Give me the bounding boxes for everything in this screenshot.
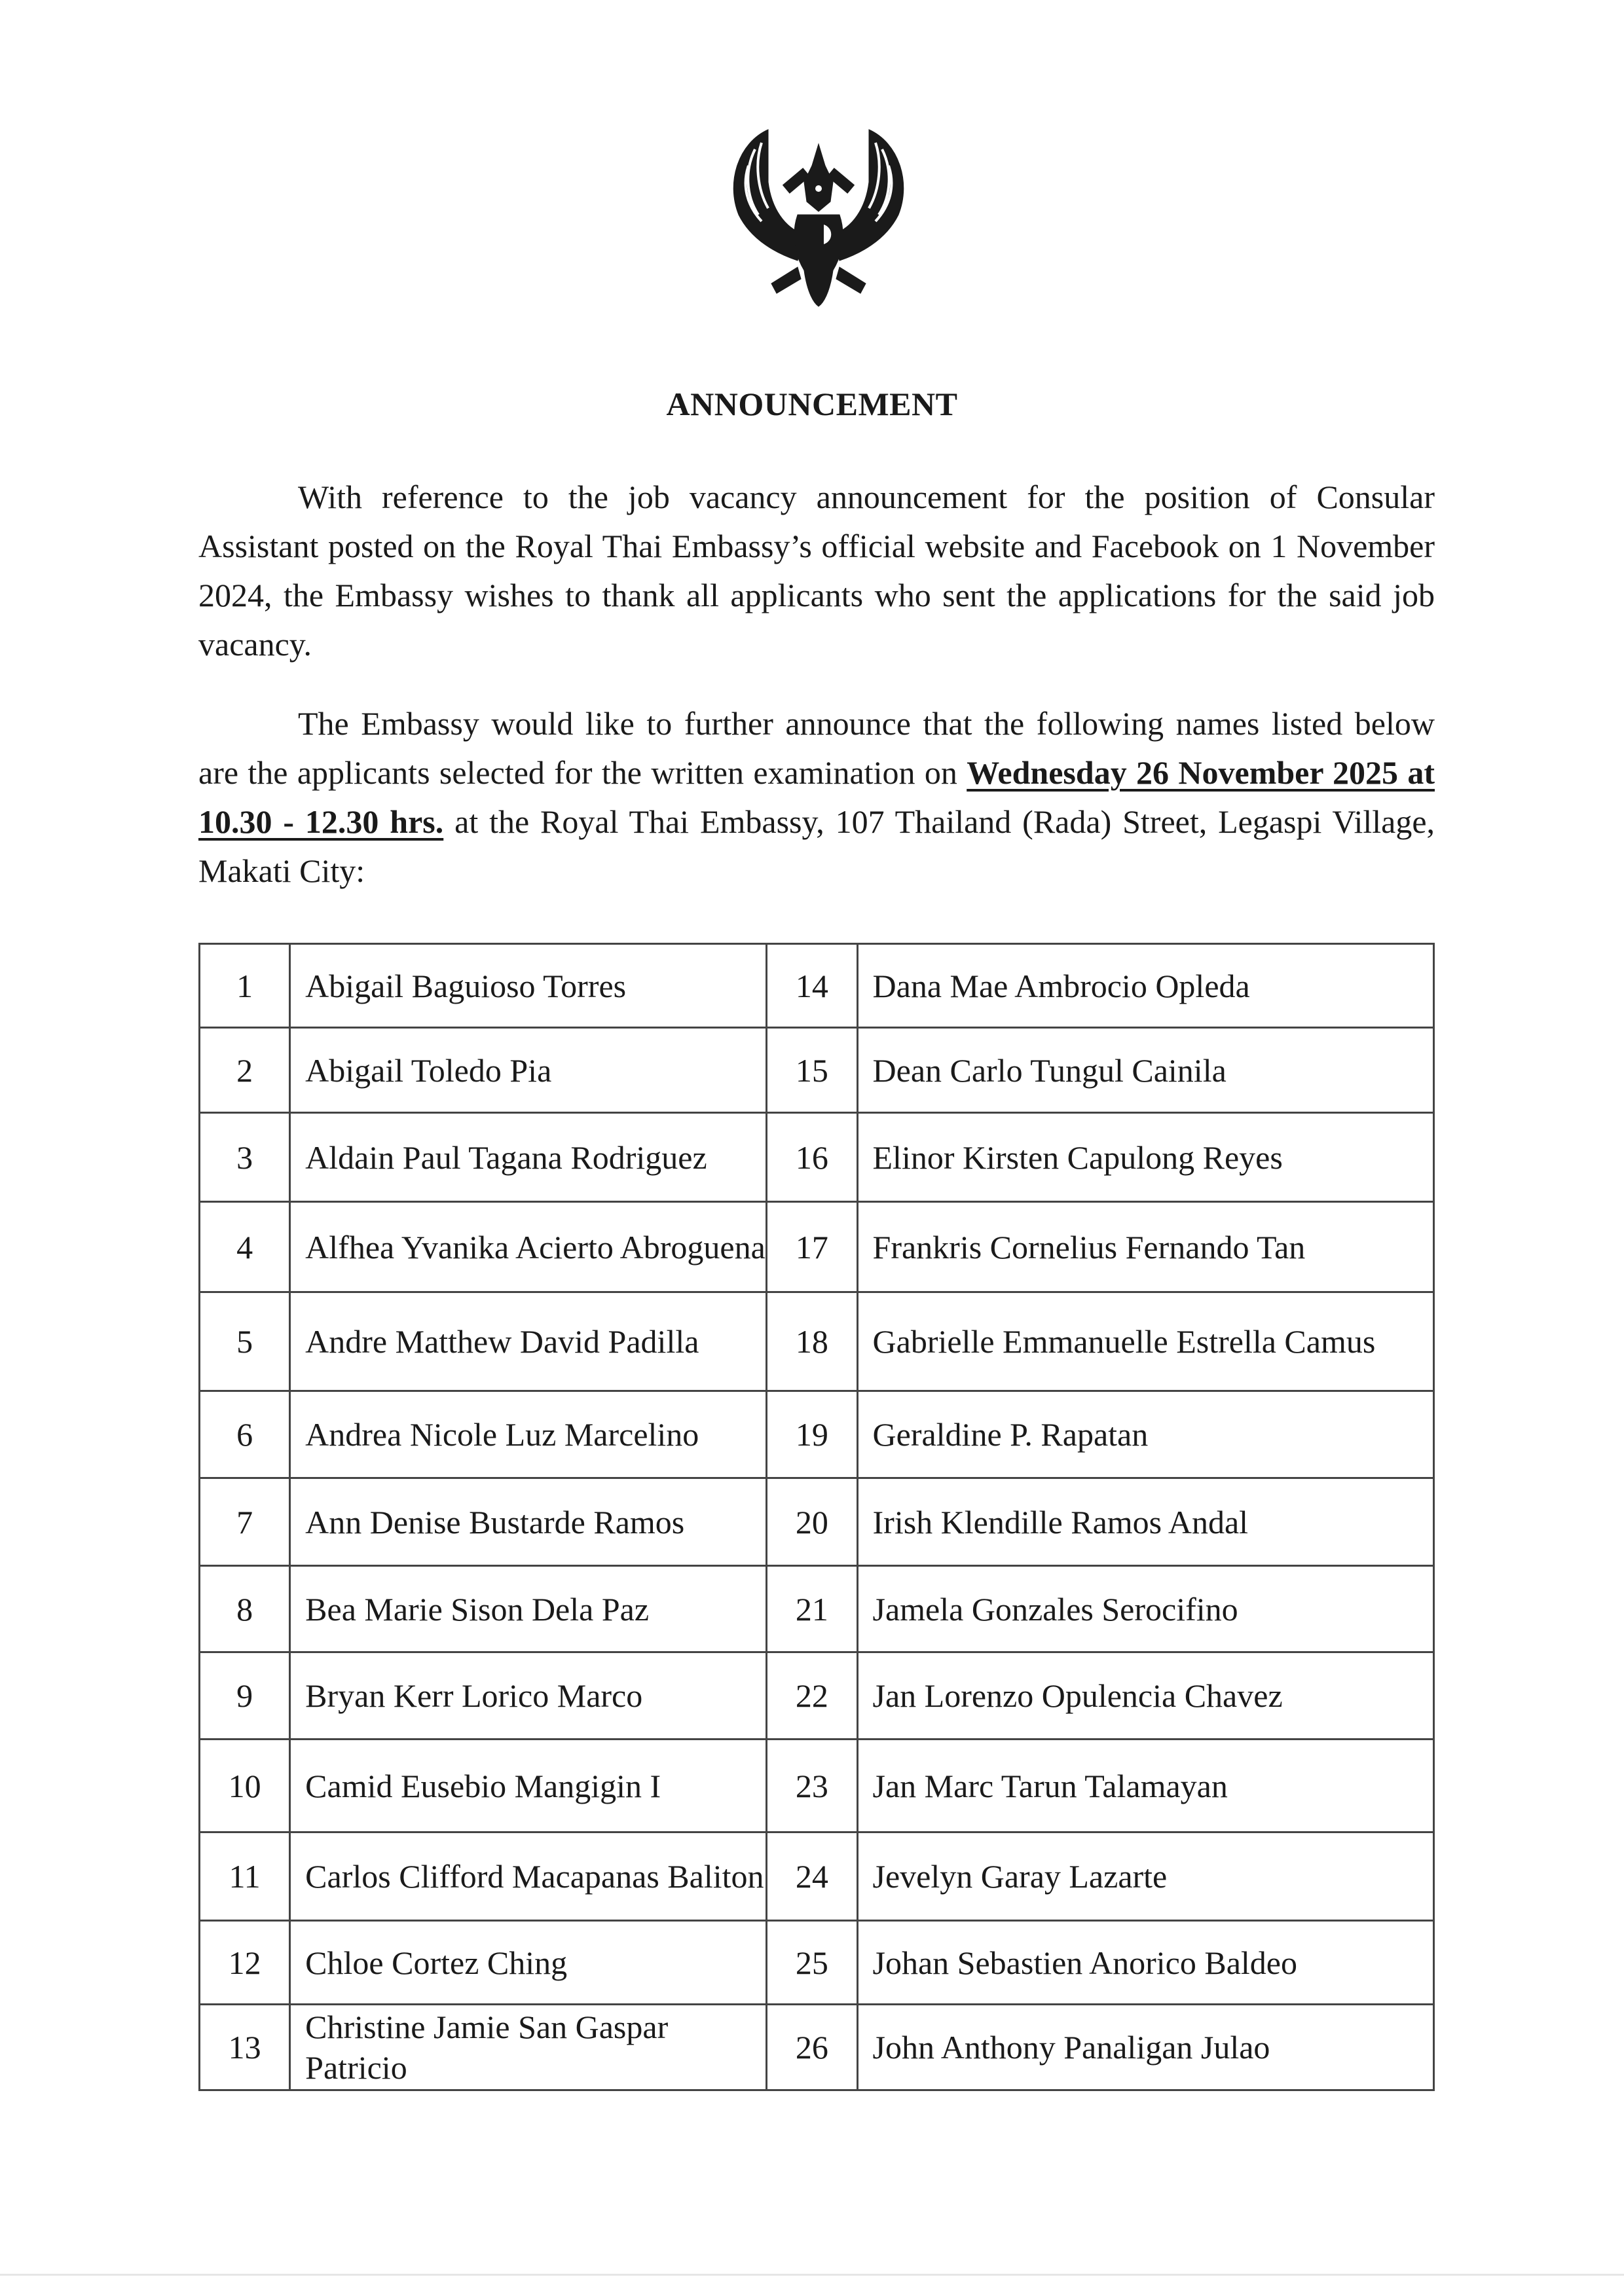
left-applicant-name: Christine Jamie San Gaspar Patricio: [290, 2005, 767, 2090]
garuda-emblem-icon: [699, 103, 938, 319]
table-row: [200, 1028, 1434, 1113]
table-row: [200, 1921, 1434, 2005]
left-applicant-name: Andrea Nicole Luz Marcelino: [290, 1391, 767, 1478]
table-row: [200, 1113, 1434, 1202]
applicants-table: [198, 943, 1435, 2091]
right-applicant-number: 14: [767, 944, 857, 1028]
left-applicant-number: 12: [200, 1921, 290, 2005]
paragraph-intro: [198, 473, 1435, 669]
right-applicant-name: Jan Marc Tarun Talamayan: [857, 1740, 1433, 1832]
left-applicant-name: Ann Denise Bustarde Ramos: [290, 1478, 767, 1566]
left-applicant-number: 7: [200, 1478, 290, 1566]
left-applicant-name: Andre Matthew David Padilla: [290, 1292, 767, 1391]
table-row: [200, 1391, 1434, 1478]
left-applicant-name: Abigail Toledo Pia: [290, 1028, 767, 1113]
table-row: [200, 1478, 1434, 1566]
right-applicant-number: 25: [767, 1921, 857, 2005]
table-row: [200, 2005, 1434, 2090]
left-applicant-number: 3: [200, 1113, 290, 1202]
left-applicant-number: 10: [200, 1740, 290, 1832]
right-applicant-number: 15: [767, 1028, 857, 1113]
right-applicant-number: 22: [767, 1652, 857, 1740]
paragraph-exam-before: The Embassy would like to further announce that the following names listed below are the applicants selected for the written examination on: [198, 705, 1435, 791]
left-applicant-name: Bea Marie Sison Dela Paz: [290, 1566, 767, 1652]
left-applicant-name: Abigail Baguioso Torres: [290, 944, 767, 1028]
left-applicant-name: Camid Eusebio Mangigin I: [290, 1740, 767, 1832]
right-applicant-name: Jan Lorenzo Opulencia Chavez: [857, 1652, 1433, 1740]
left-applicant-number: 4: [200, 1202, 290, 1292]
left-applicant-number: 13: [200, 2005, 290, 2090]
right-applicant-name: Geraldine P. Rapatan: [857, 1391, 1433, 1478]
right-applicant-name: Gabrielle Emmanuelle Estrella Camus: [857, 1292, 1433, 1391]
right-applicant-name: Jamela Gonzales Serocifino: [857, 1566, 1433, 1652]
garuda-emblem: [699, 103, 938, 319]
right-applicant-name: Frankris Cornelius Fernando Tan: [857, 1202, 1433, 1292]
scan-edge-line: [0, 2274, 1624, 2276]
left-applicant-name: Aldain Paul Tagana Rodriguez: [290, 1113, 767, 1202]
table-row: [200, 1652, 1434, 1740]
right-applicant-name: Johan Sebastien Anorico Baldeo: [857, 1921, 1433, 2005]
paragraph-exam: [198, 699, 1435, 896]
left-applicant-name: Alfhea Yvanika Acierto Abroguena: [290, 1202, 767, 1292]
right-applicant-name: John Anthony Panaligan Julao: [857, 2005, 1433, 2090]
right-applicant-number: 20: [767, 1478, 857, 1566]
right-applicant-number: 21: [767, 1566, 857, 1652]
table-row: [200, 1202, 1434, 1292]
left-applicant-name: Chloe Cortez Ching: [290, 1921, 767, 2005]
left-applicant-number: 5: [200, 1292, 290, 1391]
table-row: [200, 944, 1434, 1028]
right-applicant-number: 24: [767, 1832, 857, 1921]
left-applicant-number: 2: [200, 1028, 290, 1113]
right-applicant-number: 16: [767, 1113, 857, 1202]
left-applicant-number: 11: [200, 1832, 290, 1921]
table-row: [200, 1832, 1434, 1921]
right-applicant-number: 17: [767, 1202, 857, 1292]
left-applicant-number: 9: [200, 1652, 290, 1740]
table-row: [200, 1292, 1434, 1391]
paragraph-intro-text: With reference to the job vacancy announcement for the position of Consular Assistant posted on the Royal Thai Embassy’s official website and Facebook on 1 November 2024, the Embassy wishes to thank all applicants who sent the applications for the said job vacancy.: [198, 479, 1435, 663]
exam-date: Wednesday 26 November 2025 at 10.30 - 12.30 hrs.: [198, 754, 1435, 840]
right-applicant-number: 19: [767, 1391, 857, 1478]
left-applicant-name: Carlos Clifford Macapanas Baliton: [290, 1832, 767, 1921]
right-applicant-name: Dana Mae Ambrocio Opleda: [857, 944, 1433, 1028]
right-applicant-number: 23: [767, 1740, 857, 1832]
left-applicant-number: 8: [200, 1566, 290, 1652]
left-applicant-number: 1: [200, 944, 290, 1028]
table-row: [200, 1566, 1434, 1652]
announcement-title: ANNOUNCEMENT: [666, 386, 958, 422]
left-applicant-name: Bryan Kerr Lorico Marco: [290, 1652, 767, 1740]
left-applicant-number: 6: [200, 1391, 290, 1478]
right-applicant-name: Jevelyn Garay Lazarte: [857, 1832, 1433, 1921]
right-applicant-number: 18: [767, 1292, 857, 1391]
right-applicant-name: Dean Carlo Tungul Cainila: [857, 1028, 1433, 1113]
right-applicant-name: Irish Klendille Ramos Andal: [857, 1478, 1433, 1566]
table-row: [200, 1740, 1434, 1832]
right-applicant-number: 26: [767, 2005, 857, 2090]
right-applicant-name: Elinor Kirsten Capulong Reyes: [857, 1113, 1433, 1202]
paragraph-exam-after: at the Royal Thai Embassy, 107 Thailand (Rada) Street, Legaspi Village, Makati City:: [198, 803, 1435, 889]
